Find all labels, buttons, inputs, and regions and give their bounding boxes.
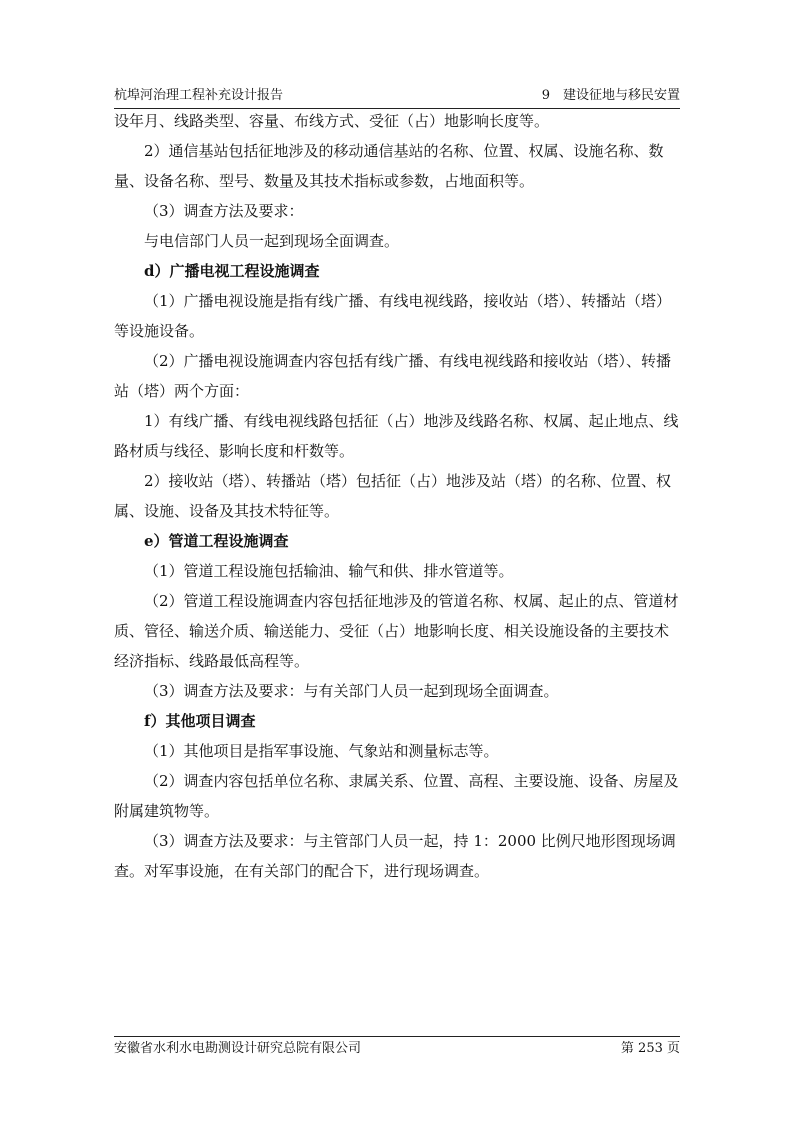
body-text xyxy=(114,106,680,886)
header-report-title: 杭埠河治理工程补充设计报告 xyxy=(114,88,284,103)
paragraph-other-content: （2）调查内容包括单位名称、隶属关系、位置、高程、主要设施、设备、房屋及附属建筑物等。 xyxy=(114,772,679,820)
paragraph-other-method: （3）调查方法及要求：与主管部门人员一起，持 1：2000 比例尺地形图现场调查。对军事设施，在有关部门的配合下，进行现场调查。 xyxy=(114,832,676,880)
page-footer xyxy=(114,1036,680,1061)
paragraph-other-definition: （1）其他项目是指军事设施、气象站和测量标志等。 xyxy=(144,742,499,760)
paragraph-broadcast-stations: 2）接收站（塔）、转播站（塔）包括征（占）地涉及站（塔）的名称、位置、权属、设施、设备及其技术特征等。 xyxy=(114,472,672,520)
section-heading-other: f）其他项目调查 xyxy=(144,712,256,730)
paragraph-broadcast-content: （2）广播电视设施调查内容包括有线广播、有线电视线路和接收站（塔）、转播站（塔）两个方面： xyxy=(114,352,672,400)
paragraph-pipeline-content: （2）管道工程设施调查内容包括征地涉及的管道名称、权属、起止的点、管道材质、管径、输送介质、输送能力、受征（占）地影响长度、相关设施设备的主要技术经济指标、线路最低高程等。 xyxy=(114,592,679,670)
paragraph-survey-method: 与电信部门人员一起到现场全面调查。 xyxy=(144,232,400,250)
paragraph-pipeline-definition: （1）管道工程设施包括输油、输气和供、排水管道等。 xyxy=(144,562,514,580)
section-heading-pipeline: e）管道工程设施调查 xyxy=(144,532,289,550)
paragraph-continuation: 设年月、线路类型、容量、布线方式、受征（占）地影响长度等。 xyxy=(114,112,550,130)
paragraph-pipeline-method: （3）调查方法及要求：与有关部门人员一起到现场全面调查。 xyxy=(144,682,559,700)
paragraph-telecom-base-station: 2）通信基站包括征地涉及的移动通信基站的名称、位置、权属、设施名称、数量、设备名称、型号、数量及其技术指标或参数，占地面积等。 xyxy=(114,142,664,190)
paragraph-survey-method-label: （3）调查方法及要求： xyxy=(144,202,304,220)
header-chapter-title: 9 建设征地与移民安置 xyxy=(541,88,680,103)
paragraph-broadcast-definition: （1）广播电视设施是指有线广播、有线电视线路，接收站（塔）、转播站（塔）等设施设备。 xyxy=(114,292,672,340)
section-heading-broadcast: d）广播电视工程设施调查 xyxy=(144,262,320,280)
footer-page-number: 第 253 页 xyxy=(620,1041,680,1056)
footer-company-name: 安徽省水利水电勘测设计研究总院有限公司 xyxy=(114,1041,362,1056)
paragraph-broadcast-lines: 1）有线广播、有线电视线路包括征（占）地涉及线路名称、权属、起止地点、线路材质与线径、影响长度和杆数等。 xyxy=(114,412,679,460)
